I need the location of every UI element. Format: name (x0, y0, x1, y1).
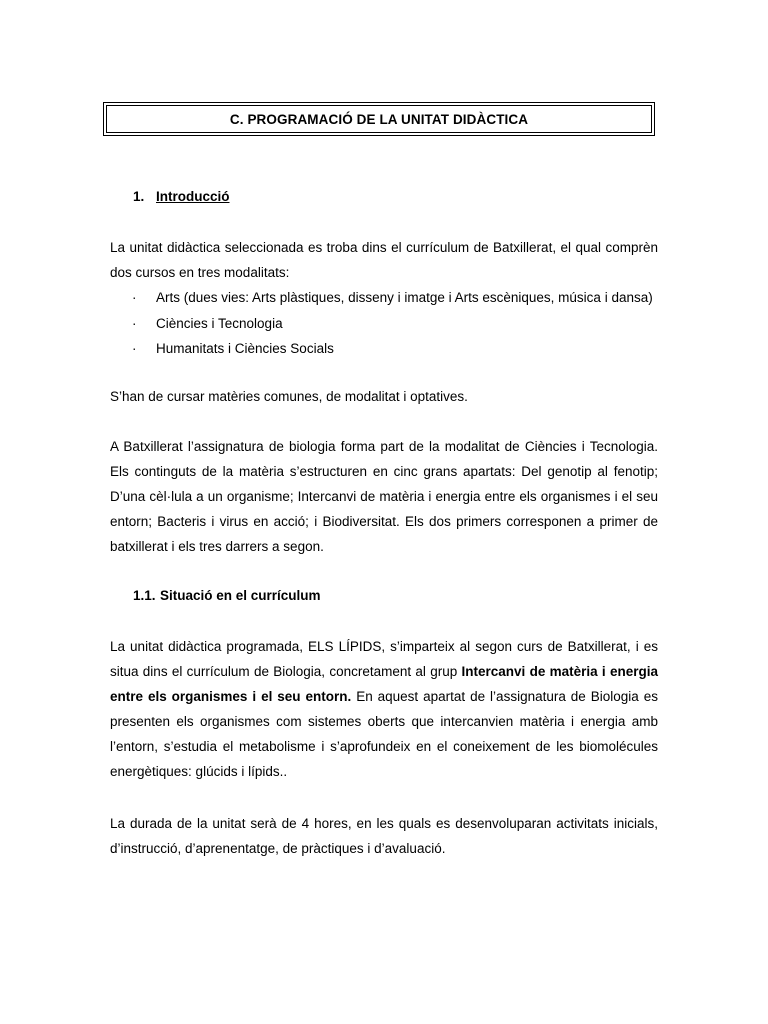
heading-number: 1. (133, 189, 145, 204)
heading-number: 1.1. (133, 588, 156, 603)
duration-paragraph: La durada de la unitat serà de 4 hores, en les quals es desenvoluparan activitats inicials, d’instrucció, d’aprenentatge, de pràctiques i d’avaluació. (110, 816, 658, 856)
bullet-icon: · (132, 290, 137, 305)
list-item (110, 285, 658, 311)
situation-text-end: En aquest apartat de l’assignatura de Biologia es presenten els organismes com sistemes oberts que intercanvien matèria i energia amb l’entorn, s’estudia el metabolisme i s’aprofundeix en el coneixement de les biomolécules energètiques: glúcids i lípids.. (110, 689, 658, 779)
heading-situacio (133, 588, 321, 603)
heading-introduccio (133, 189, 230, 204)
section-title-box (103, 102, 655, 136)
subjects-paragraph: S’han de cursar matèries comunes, de modalitat i optatives. (110, 389, 468, 404)
section-title: C. PROGRAMACIÓ DE LA UNITAT DIDÀCTICA (106, 105, 652, 133)
heading-label: Introducció (156, 189, 230, 204)
bullet-icon: · (132, 341, 137, 356)
situation-text-start: La unitat didàctica programada, ELS LÍPIDS, s’imparteix al segon curs de Batxillerat, i es situa dins el currículum de Biologia, concretament al grup (110, 639, 658, 679)
list-item-text: Humanitats i Ciències Socials (156, 341, 334, 356)
situation-bold-group: Intercanvi de matèria i energia entre els organismes i el seu entorn. (110, 664, 658, 704)
list-item-text: Ciències i Tecnologia (156, 315, 283, 331)
heading-label: Situació en el currículum (160, 588, 321, 603)
intro-paragraph: La unitat didàctica seleccionada es troba dins el currículum de Batxillerat, el qual comprèn dos cursos en tres modalitats: (110, 240, 658, 280)
biology-paragraph: A Batxillerat l’assignatura de biologia forma part de la modalitat de Ciències i Tecnologia. Els continguts de la matèria s’estructuren en cinc grans apartats: Del genotip al fenotip; D’una cèl·lula a un organisme; Intercanvi de matèria i energia entre els organismes i el seu entorn; Bacteris i virus en acció; i Biodiversitat. Els dos primers corresponen a primer de batxillerat i els tres darrers a segon. (110, 439, 658, 554)
bullet-icon: · (132, 315, 137, 331)
situation-paragraph (110, 634, 658, 784)
list-item (110, 311, 658, 337)
modalities-list (110, 285, 658, 362)
list-item-text: Arts (dues vies: Arts plàstiques, disseny i imatge i Arts escèniques, música i dansa) (156, 290, 653, 305)
list-item (110, 336, 658, 362)
